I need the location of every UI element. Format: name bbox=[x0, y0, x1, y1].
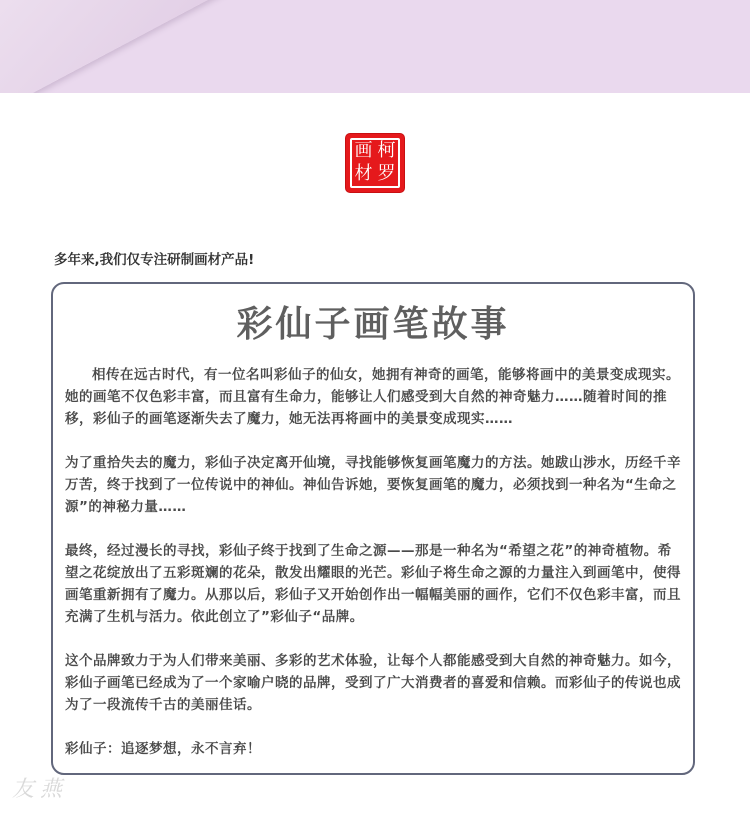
story-paragraph: 最终，经过漫长的寻找，彩仙子终于找到了生命之源——那是一种名为“希望之花”的神奇植物。希望之花绽放出了五彩斑斓的花朵，散发出耀眼的光芒。彩仙子将生命之源的力量注入到画笔中，使得画笔重新拥有了魔力。从那以后，彩仙子又开始创作出一幅幅美丽的画作，它们不仅色彩丰富，而且充满了生机与活力。依此创立了”彩仙子“品牌。 bbox=[65, 543, 681, 625]
seal-frame bbox=[350, 138, 400, 188]
story-paragraph: 相传在远古时代，有一位名叫彩仙子的仙女，她拥有神奇的画笔，能够将画中的美景变成现实。她的画笔不仅色彩丰富，而且富有生命力，能够让人们感受到大自然的神奇魅力……随着时间的推移，彩仙子的画笔逐渐失去了魔力，她无法再将画中的美景变成现实…… bbox=[65, 367, 680, 427]
story-paragraph: 为了重拾失去的魔力，彩仙子决定离开仙境，寻找能够恢复画笔魔力的方法。她跋山涉水，历经千辛万苦，终于找到了一位传说中的神仙。神仙告诉她，要恢复画笔的魔力，必须找到一种名为“生命之源”的神秘力量…… bbox=[65, 455, 681, 515]
banner-fold-decoration bbox=[0, 0, 232, 93]
seal-char: 罗 bbox=[377, 163, 396, 184]
seal-char: 柯 bbox=[377, 140, 396, 161]
top-banner bbox=[0, 0, 750, 93]
story-panel bbox=[51, 282, 695, 775]
seal-char: 材 bbox=[354, 163, 373, 184]
brand-tagline: 多年来,我们仅专注研制画材产品! bbox=[54, 252, 255, 268]
seal-char: 画 bbox=[354, 140, 373, 161]
brand-seal-logo bbox=[346, 134, 404, 192]
story-slogan: 彩仙子：追逐梦想，永不言弃！ bbox=[65, 741, 261, 757]
story-body bbox=[65, 364, 681, 782]
story-paragraph: 这个品牌致力于为人们带来美丽、多彩的艺术体验，让每个人都能感受到大自然的神奇魅力。如今，彩仙子画笔已经成为了一个家喻户晓的品牌，受到了广大消费者的喜爱和信赖。而彩仙子的传说也成为了一段流传千古的美丽佳话。 bbox=[65, 653, 681, 713]
story-title: 彩仙子画笔故事 bbox=[236, 304, 510, 345]
watermark-text: 友燕 bbox=[12, 777, 69, 802]
